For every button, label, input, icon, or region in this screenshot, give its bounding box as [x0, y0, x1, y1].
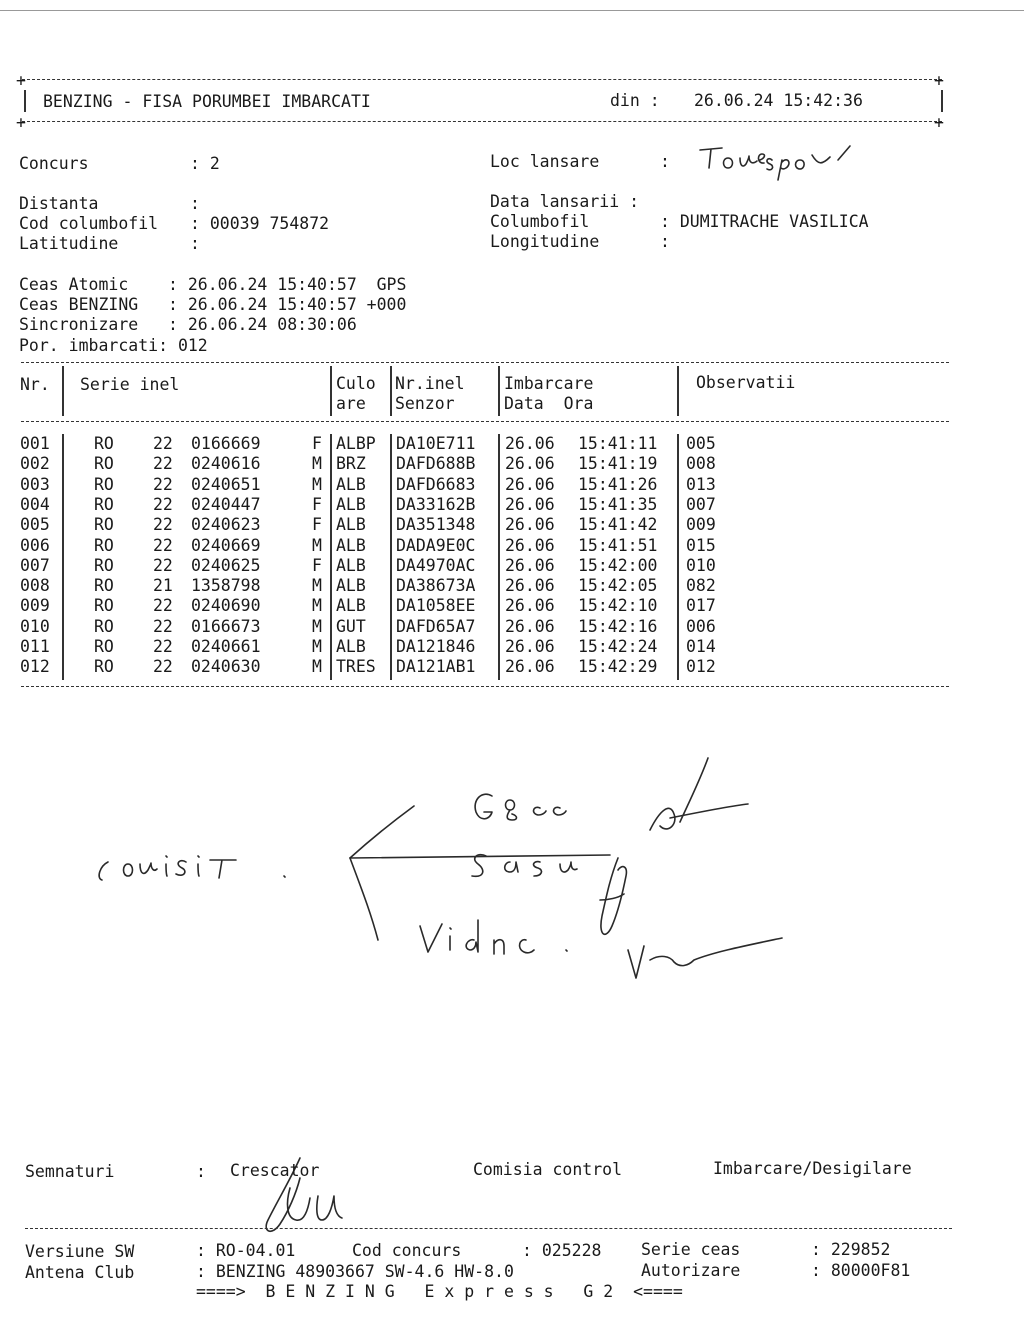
cell-inel: 0240630: [191, 657, 261, 677]
cell-inel: 0240625: [191, 555, 261, 575]
cell-tara: RO: [94, 474, 114, 494]
cell-observatii: 082: [686, 576, 716, 596]
cell-culoare: ALB: [336, 596, 366, 616]
versiune-sw-label: Versiune SW: [25, 1242, 135, 1261]
handwritten-arrow: [350, 806, 610, 940]
cell-data: 26.06: [505, 474, 555, 494]
cell-observatii: 015: [686, 535, 716, 555]
cod-concurs-value: : 025228: [522, 1241, 602, 1260]
document-title: BENZING - FISA PORUMBEI IMBARCATI: [43, 92, 371, 111]
cell-senzor: DAFD65A7: [396, 616, 476, 636]
imbarcare-desigilare-label: Imbarcare/Desigilare: [713, 1159, 912, 1178]
cell-an: 21: [153, 576, 173, 596]
header-corner-tr: +: [934, 71, 944, 90]
cell-nr: 003: [20, 474, 50, 494]
cell-ora: 15:42:00: [578, 555, 658, 575]
columbofil-value: : DUMITRACHE VASILICA: [660, 212, 869, 231]
col-header-observatii: Observatii: [696, 373, 796, 392]
cell-nr: 009: [20, 596, 50, 616]
cell-culoare: ALB: [336, 555, 366, 575]
cell-sex: F: [312, 515, 322, 535]
cell-culoare: ALB: [336, 515, 366, 535]
cell-observatii: 012: [686, 657, 716, 677]
cell-observatii: 005: [686, 434, 716, 453]
cell-culoare: ALB: [336, 576, 366, 596]
cell-culoare: ALB: [336, 474, 366, 494]
cell-culoare: BRZ: [336, 454, 366, 474]
cell-tara: RO: [94, 616, 114, 636]
latitudine-label: Latitudine: [19, 234, 119, 253]
cell-nr: 006: [20, 535, 50, 555]
cell-nr: 004: [20, 494, 50, 514]
cell-sex: F: [312, 555, 322, 575]
cell-tara: RO: [94, 434, 114, 453]
cell-an: 22: [153, 434, 173, 453]
serie-ceas-value: : 229852: [811, 1240, 891, 1259]
cell-nr: 011: [20, 637, 50, 656]
cell-data: 26.06: [505, 515, 555, 535]
cod-columbofil-label: Cod columbofil: [19, 214, 159, 233]
col-header-imbarcare-1: Imbarcare: [504, 374, 594, 393]
header-corner-bl: +: [16, 113, 26, 132]
ceas-benzing-line: Ceas BENZING : 26.06.24 15:40:57 +000: [19, 295, 407, 314]
cod-columbofil-value: : 00039 754872: [190, 214, 330, 233]
cell-senzor: DA121AB1: [396, 657, 476, 677]
col-header-nr: Nr.: [20, 375, 50, 394]
cell-an: 22: [153, 555, 173, 575]
cell-an: 22: [153, 535, 173, 555]
cell-observatii: 017: [686, 596, 716, 616]
cell-observatii: 013: [686, 474, 716, 494]
cell-inel: 0240616: [191, 454, 261, 474]
handwritten-loc-lansare: [700, 146, 850, 180]
cell-senzor: DA121846: [396, 637, 476, 656]
col-header-imbarcare-2: Data Ora: [504, 394, 594, 413]
cell-nr: 005: [20, 515, 50, 535]
cell-sex: M: [312, 454, 322, 474]
cell-culoare: ALB: [336, 535, 366, 555]
cell-ora: 15:42:29: [578, 657, 658, 677]
cell-ora: 15:42:10: [578, 596, 658, 616]
cell-observatii: 010: [686, 555, 716, 575]
col-header-culoare-2: are: [336, 394, 366, 413]
cell-ora: 15:41:51: [578, 535, 658, 555]
cell-observatii: 008: [686, 454, 716, 474]
cell-data: 26.06: [505, 535, 555, 555]
semnaturi-colon: :: [196, 1162, 206, 1181]
cell-data: 26.06: [505, 576, 555, 596]
handwritten-name-vianu: [420, 920, 567, 954]
cell-tara: RO: [94, 637, 114, 656]
cell-nr: 002: [20, 454, 50, 474]
cell-ora: 15:41:19: [578, 454, 658, 474]
sincronizare-line: Sincronizare : 26.06.24 08:30:06: [19, 315, 357, 334]
cell-nr: 010: [20, 616, 50, 636]
cell-an: 22: [153, 616, 173, 636]
antena-club-value: : BENZING 48903667 SW-4.6 HW-8.0: [196, 1262, 514, 1281]
cell-inel: 0166669: [191, 434, 261, 453]
autorizare-value: : 80000F81: [811, 1261, 911, 1280]
distanta-label: Distanta: [19, 194, 99, 213]
cell-inel: 1358798: [191, 576, 261, 596]
cell-an: 22: [153, 494, 173, 514]
cell-senzor: DA10E711: [396, 434, 476, 453]
benzing-express-brand-line: ====> B E N Z I N G E x p r e s s G 2 <====: [196, 1282, 683, 1301]
din-label: din :: [610, 91, 660, 110]
cell-data: 26.06: [505, 454, 555, 474]
cell-data: 26.06: [505, 555, 555, 575]
cell-nr: 012: [20, 657, 50, 677]
serie-ceas-label: Serie ceas: [641, 1240, 741, 1259]
cell-data: 26.06: [505, 616, 555, 636]
cell-an: 22: [153, 637, 173, 656]
cell-observatii: 006: [686, 616, 716, 636]
handwritten-signatures: [600, 758, 782, 978]
cell-tara: RO: [94, 515, 114, 535]
handwritten-name-gogu: [475, 794, 566, 820]
cell-data: 26.06: [505, 434, 555, 453]
cell-ora: 15:42:24: [578, 637, 658, 656]
cell-observatii: 009: [686, 515, 716, 535]
col-header-culoare-1: Culo: [336, 374, 376, 393]
cell-sex: M: [312, 576, 322, 596]
din-value: 26.06.24 15:42:36: [694, 91, 863, 110]
cell-culoare: ALB: [336, 637, 366, 656]
cell-sex: F: [312, 434, 322, 453]
header-corner-tl: +: [16, 71, 26, 90]
antena-club-label: Antena Club: [25, 1263, 135, 1282]
columbofil-label: Columbofil: [490, 212, 590, 231]
cell-an: 22: [153, 454, 173, 474]
cell-nr: 008: [20, 576, 50, 596]
cell-an: 22: [153, 515, 173, 535]
footer-divider: [25, 1228, 952, 1229]
col-header-nrinel-2: Senzor: [395, 394, 455, 413]
cell-ora: 15:41:11: [578, 434, 658, 453]
semnaturi-label: Semnaturi: [25, 1162, 115, 1181]
cell-senzor: DAFD688B: [396, 454, 476, 474]
versiune-sw-value: : RO-04.01: [196, 1241, 296, 1260]
cell-ora: 15:42:16: [578, 616, 658, 636]
cell-ora: 15:42:05: [578, 576, 658, 596]
cell-sex: M: [312, 596, 322, 616]
cell-senzor: DADA9E0C: [396, 535, 476, 555]
cell-tara: RO: [94, 657, 114, 677]
col-header-serie-inel: Serie inel: [80, 375, 180, 394]
cell-an: 22: [153, 596, 173, 616]
cell-ora: 15:41:42: [578, 515, 658, 535]
cell-senzor: DA33162B: [396, 494, 476, 514]
cell-inel: 0240669: [191, 535, 261, 555]
col-header-nrinel-1: Nr.inel: [395, 374, 465, 393]
loc-lansare-colon: :: [660, 152, 670, 171]
data-lansarii-label: Data lansarii :: [490, 192, 640, 211]
cell-sex: F: [312, 494, 322, 514]
cell-tara: RO: [94, 454, 114, 474]
handwritten-name-sasu: [472, 855, 577, 877]
cell-sex: M: [312, 535, 322, 555]
cell-nr: 007: [20, 555, 50, 575]
comisia-control-label: Comisia control: [473, 1160, 623, 1179]
cell-inel: 0240447: [191, 494, 261, 514]
cell-senzor: DA351348: [396, 515, 476, 535]
cell-culoare: ALB: [336, 494, 366, 514]
cell-data: 26.06: [505, 637, 555, 656]
cell-culoare: TRES: [336, 657, 376, 677]
cell-data: 26.06: [505, 657, 555, 677]
cell-data: 26.06: [505, 596, 555, 616]
ceas-atomic-line: Ceas Atomic : 26.06.24 15:40:57 GPS: [19, 275, 407, 294]
cell-sex: M: [312, 616, 322, 636]
cell-data: 26.06: [505, 494, 555, 514]
cell-inel: 0240651: [191, 474, 261, 494]
cell-inel: 0240661: [191, 637, 261, 656]
cell-inel: 0240690: [191, 596, 261, 616]
cell-tara: RO: [94, 535, 114, 555]
cell-tara: RO: [94, 596, 114, 616]
porumbei-imbarcati-line: Por. imbarcati: 012: [19, 336, 208, 355]
concurs-label: Concurs: [19, 154, 89, 173]
cell-an: 22: [153, 474, 173, 494]
handwritten-comisit: [99, 856, 285, 880]
cell-observatii: 007: [686, 494, 716, 514]
cell-nr: 001: [20, 434, 50, 453]
cell-inel: 0166673: [191, 616, 261, 636]
cell-ora: 15:41:35: [578, 494, 658, 514]
cell-tara: RO: [94, 576, 114, 596]
loc-lansare-label: Loc lansare: [490, 152, 600, 171]
cell-inel: 0240623: [191, 515, 261, 535]
cell-ora: 15:41:26: [578, 474, 658, 494]
cell-sex: M: [312, 637, 322, 656]
concurs-value: : 2: [190, 154, 220, 173]
cell-senzor: DA1058EE: [396, 596, 476, 616]
cell-senzor: DA38673A: [396, 576, 476, 596]
cell-tara: RO: [94, 555, 114, 575]
cod-concurs-label: Cod concurs: [352, 1241, 462, 1260]
cell-sex: M: [312, 657, 322, 677]
cell-observatii: 014: [686, 637, 716, 656]
longitudine-value: :: [660, 232, 670, 251]
cell-sex: M: [312, 474, 322, 494]
latitudine-value: :: [190, 234, 200, 253]
distanta-value: :: [190, 194, 200, 213]
header-corner-br: +: [934, 113, 944, 132]
autorizare-label: Autorizare: [641, 1261, 741, 1280]
cell-senzor: DAFD6683: [396, 474, 476, 494]
cell-senzor: DA4970AC: [396, 555, 476, 575]
cell-an: 22: [153, 657, 173, 677]
crescator-label: Crescator: [230, 1161, 320, 1180]
cell-culoare: ALBP: [336, 434, 376, 453]
cell-tara: RO: [94, 494, 114, 514]
longitudine-label: Longitudine: [490, 232, 600, 251]
cell-culoare: GUT: [336, 616, 366, 636]
